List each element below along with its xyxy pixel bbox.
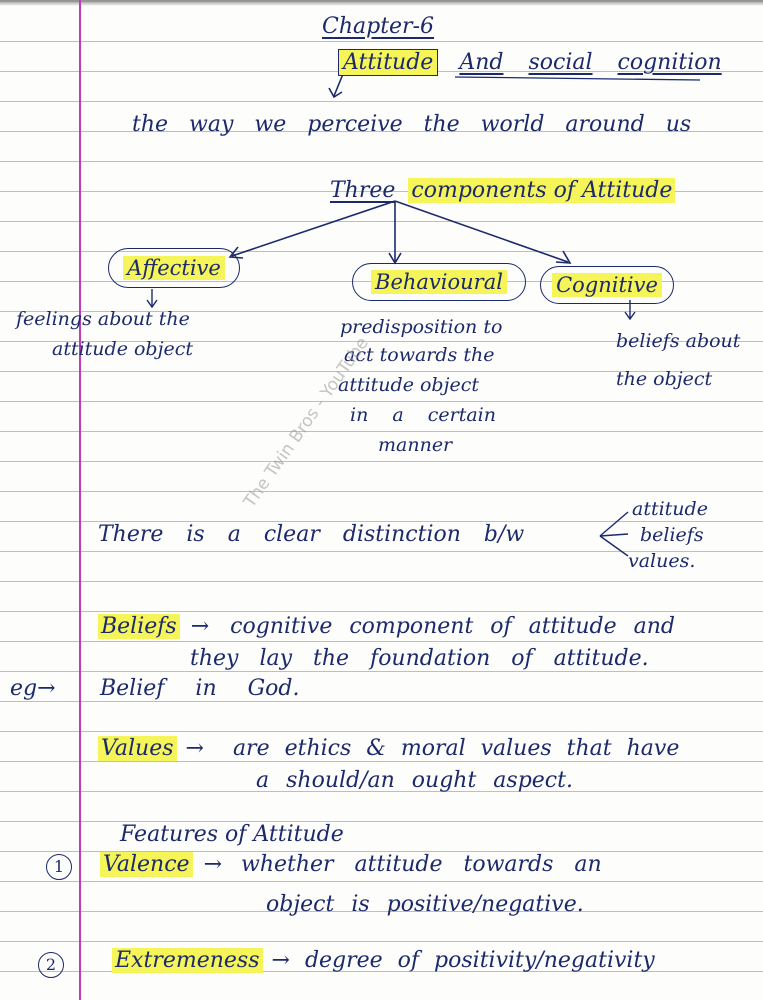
affective-cloud: [108, 248, 240, 288]
attitude-definition: the way we perceive the world around us: [132, 112, 692, 137]
behavioural-desc-5: manner: [378, 434, 453, 456]
behavioural-desc-2: act towards the: [344, 344, 495, 366]
feature-row-1: [100, 852, 602, 878]
values-line-2: a should/an ought aspect.: [256, 768, 573, 793]
distinction-text: There is a clear distinction b/w: [98, 522, 525, 547]
cognitive-cloud: [540, 266, 674, 304]
cognitive-label: Cognitive: [552, 273, 662, 297]
values-term: Values: [98, 736, 177, 761]
chapter-heading: Chapter-6: [322, 14, 435, 39]
behavioural-desc-4: in a certain: [350, 404, 496, 426]
affective-label: Affective: [123, 256, 225, 280]
title-attitude: Attitude: [338, 49, 438, 76]
behavioural-desc-1: predisposition to: [340, 316, 503, 338]
components-heading-highlight: components of Attitude: [408, 178, 675, 203]
feature-arrow-2: →: [271, 948, 290, 973]
feature-row-2: [112, 948, 655, 974]
feature-line-1-1: whether attitude towards an: [241, 852, 602, 877]
watermark: The Twin Bros - YouTube: [240, 333, 373, 512]
features-heading: Features of Attitude: [120, 822, 344, 847]
cognitive-desc-2: the object: [616, 368, 713, 390]
feature-number-2: 2: [38, 952, 64, 978]
feature-term-valence: Valence: [100, 852, 193, 877]
distinction-item-beliefs: beliefs: [640, 524, 704, 546]
values-row: [98, 736, 679, 762]
distinction-item-attitude: attitude: [632, 498, 708, 520]
beliefs-line-1: cognitive component of attitude and: [230, 614, 675, 639]
feature-number-1: 1: [46, 854, 72, 880]
beliefs-arrow: →: [190, 614, 210, 639]
beliefs-line-2: they lay the foundation of attitude.: [190, 646, 649, 671]
affective-desc-2: attitude object: [52, 338, 194, 360]
distinction-item-values: values.: [628, 550, 696, 572]
affective-desc-1: feelings about the: [16, 308, 190, 330]
values-arrow: →: [185, 736, 204, 761]
feature-line-2-1: degree of positivity/negativity: [304, 948, 655, 973]
cognitive-desc-1: beliefs about: [616, 330, 741, 352]
beliefs-row: [98, 614, 675, 640]
title-cognition: cognition: [617, 50, 722, 75]
beliefs-term: Beliefs: [98, 614, 180, 639]
values-line-1: are ethics & moral values that have: [232, 736, 680, 761]
beliefs-eg-label: eg→: [10, 676, 56, 701]
title-and: And: [459, 50, 504, 75]
feature-arrow-1: →: [203, 852, 222, 877]
components-heading: [330, 178, 675, 204]
behavioural-desc-3: attitude object: [338, 374, 480, 396]
components-heading-plain: Three: [330, 178, 396, 203]
feature-term-extremeness: Extremeness: [112, 948, 263, 973]
chapter-title: [338, 50, 722, 76]
feature-line-1-2: object is positive/negative.: [266, 892, 584, 917]
beliefs-eg-text: Belief in God.: [100, 676, 300, 701]
behavioural-cloud: [352, 263, 526, 301]
behavioural-label: Behavioural: [371, 270, 507, 294]
title-social: social: [528, 50, 593, 75]
